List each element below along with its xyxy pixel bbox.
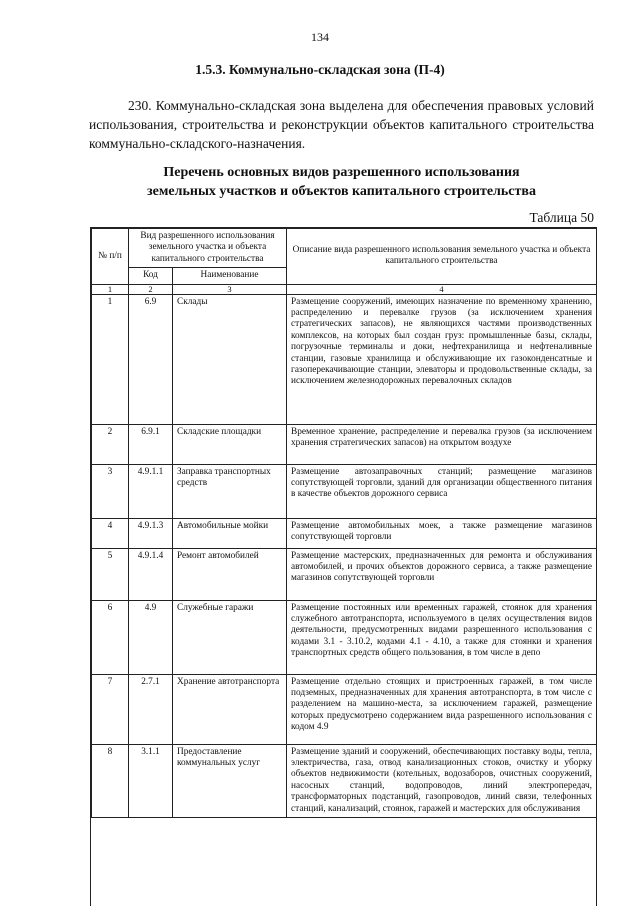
table-row (92, 600, 597, 674)
column-number: 4 (287, 284, 597, 294)
row-number: 1 (92, 294, 129, 424)
row-name: Склады (173, 294, 287, 424)
table-row (92, 464, 597, 518)
header-name: Наименование (173, 268, 287, 284)
column-number: 3 (173, 284, 287, 294)
row-code: 4.9.1.3 (129, 518, 173, 548)
header-description: Описание вида разрешенного использования земельного участка и объекта капитального строительства (287, 229, 597, 285)
row-description: Размещение мастерских, предназначенных для ремонта и обслуживания автомобилей, и прочих объектов дорожного сервиса, а также размещение магазинов сопутствующей торговли (287, 548, 597, 600)
list-title (89, 163, 594, 201)
table-row (92, 744, 597, 817)
row-name: Складские площадки (173, 424, 287, 464)
row-number: 5 (92, 548, 129, 600)
table-body (92, 284, 597, 817)
row-description: Размещение автозаправочных станций; размещение магазинов сопутствующей торговли, зданий для организации общественного питания в качестве объектов дорожного сервиса (287, 464, 597, 518)
row-number: 3 (92, 464, 129, 518)
row-number: 2 (92, 424, 129, 464)
table-container (90, 227, 597, 906)
table-row (92, 518, 597, 548)
row-name: Хранение автотранспорта (173, 674, 287, 744)
row-description: Размещение зданий и сооружений, обеспечивающих поставку воды, тепла, электричества, газа, отвод канализационных стоков, очистку и уборку объектов недвижимости (котельных, водозаборов, очистных сооружений, насосных станций, водопроводов, линий электропередач, трансформаторных подстанций, газопроводов, линий связи, телефонных станций, канализаций, стоянок, гаражей и мастерских для обслуживания (287, 744, 597, 817)
section-heading: 1.5.3. Коммунально-складская зона (П-4) (195, 62, 445, 77)
row-code: 6.9 (129, 294, 173, 424)
row-name: Автомобильные мойки (173, 518, 287, 548)
row-code: 4.9.1.4 (129, 548, 173, 600)
table-caption: Таблица 50 (529, 210, 594, 225)
column-number: 1 (92, 284, 129, 294)
row-code: 6.9.1 (129, 424, 173, 464)
row-description: Размещение автомобильных моек, а также размещение магазинов сопутствующей торговли (287, 518, 597, 548)
row-name: Заправка транспортных средств (173, 464, 287, 518)
header-group: Вид разрешенного использования земельного участка и объекта капитального строительства (129, 229, 287, 268)
page-number: 134 (311, 30, 329, 44)
row-code: 4.9 (129, 600, 173, 674)
row-number: 4 (92, 518, 129, 548)
header-code: Код (129, 268, 173, 284)
row-code: 2.7.1 (129, 674, 173, 744)
row-description: Временное хранение, распределение и перевалка грузов (за исключением хранения стратегических запасов) на открытом воздухе (287, 424, 597, 464)
row-name: Предоставление коммунальных услуг (173, 744, 287, 817)
table-row (92, 674, 597, 744)
row-description: Размещение постоянных или временных гаражей, стоянок для хранения служебного автотранспорта, используемого в целях осуществления видов деятельности, предусмотренных видами разрешенного использования с кодами 3.1 - 3.10.2, кодами 4.1 - 4.10, а также для стоянки и хранения транспортных средств общего пользования, в том числе в депо (287, 600, 597, 674)
row-code: 4.9.1.1 (129, 464, 173, 518)
column-number: 2 (129, 284, 173, 294)
row-code: 3.1.1 (129, 744, 173, 817)
list-title-line1: Перечень основных видов разрешенного использования (163, 165, 520, 180)
row-number: 8 (92, 744, 129, 817)
row-number: 7 (92, 674, 129, 744)
table-row (92, 548, 597, 600)
column-number-row (92, 284, 597, 294)
list-title-line2: земельных участков и объектов капитального строительства (147, 184, 536, 199)
header-num: № п/п (92, 229, 129, 285)
land-use-table (91, 228, 597, 818)
row-description: Размещение отдельно стоящих и пристроенных гаражей, в том числе подземных, предназначенных для хранения автотранспорта, в том числе с разделением на машино-места, за исключением гаражей, размещение которых предусмотрено содержанием вида разрешенного использования с кодом 4.9 (287, 674, 597, 744)
row-name: Служебные гаражи (173, 600, 287, 674)
row-description: Размещение сооружений, имеющих назначение по временному хранению, распределению и перевалке грузов (за исключением хранения стратегических запасов), не являющихся частями производственных комплексов, на которых был создан груз: промышленные базы, склады, погрузочные терминалы и доки, нефтехранилища и нефтеналивные станции, газовые хранилища и обслуживающие их газоконденсатные и газоперекачивающие станции, элеваторы и продовольственные склады, за исключением железнодорожных перевалочных складов (287, 294, 597, 424)
table-row (92, 424, 597, 464)
row-number: 6 (92, 600, 129, 674)
paragraph-230: 230. Коммунально-складская зона выделена для обеспечения правовых условий использования, строительства и реконструкции объектов капитального строительства коммунально-складского-назначения. (89, 98, 594, 151)
table-row (92, 294, 597, 424)
row-name: Ремонт автомобилей (173, 548, 287, 600)
